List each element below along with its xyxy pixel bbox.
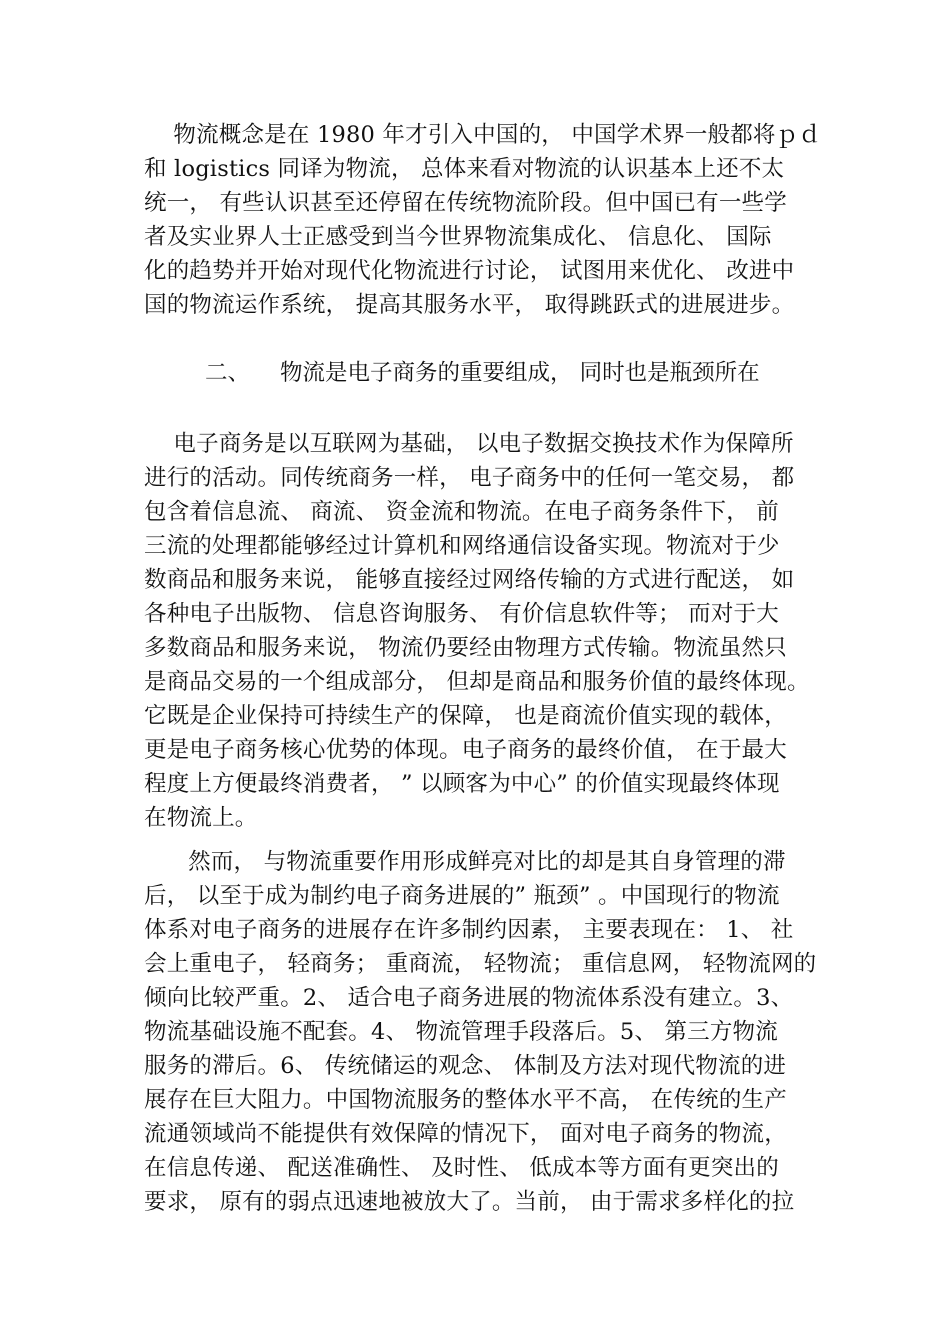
paragraph-2 — [144, 427, 808, 835]
text-line: 倾向比较严重。2、 适合电子商务进展的物流体系没有建立。3、 — [144, 985, 794, 1011]
text-line: 国的物流运作系统， 提高其服务水平， 取得跳跃式的进展进步。 — [144, 292, 795, 318]
text-line: 服务的滞后。6、 传统储运的观念、 体制及方法对现代物流的进 — [144, 1053, 787, 1079]
text-line: 后， 以至于成为制约电子商务进展的” 瓶颈” 。中国现行的物流 — [144, 883, 780, 909]
text-line: 更是电子商务核心优势的体现。电子商务的最终价值， 在于最大 — [144, 737, 787, 763]
text-line: 电子商务是以互联网为基础， 以电子数据交换技术作为保障所 — [144, 431, 794, 457]
text-line: 多数商品和服务来说， 物流仍要经由物理方式传输。物流虽然只 — [144, 635, 787, 661]
paragraph-3 — [144, 845, 817, 1219]
text-line: 各种电子出版物、 信息咨询服务、 有价信息软件等； 而对于大 — [144, 601, 779, 627]
text-line: 在物流上。 — [144, 805, 258, 831]
text-line: 包含着信息流、 商流、 资金流和物流。在电子商务条件下， 前 — [144, 499, 779, 525]
text-line: 者及实业界人士正感受到当今世界物流集成化、 信息化、 国际 — [144, 224, 772, 250]
text-line: 物流基础设施不配套。4、 物流管理手段落后。5、 第三方物流 — [144, 1019, 778, 1045]
text-line: 进行的活动。同传统商务一样， 电子商务中的任何一笔交易， 都 — [144, 465, 795, 491]
text-line: 然而， 与物流重要作用形成鲜亮对比的却是其自身管理的滞 — [144, 849, 786, 875]
text-line: 统一， 有些认识甚至还停留在传统物流阶段。但中国已有一些学 — [144, 190, 787, 216]
section-number: 二、 — [205, 360, 251, 386]
paragraph-1 — [144, 118, 822, 322]
text-line: 流通领域尚不能提供有效保障的情况下， 面对电子商务的物流， — [144, 1121, 787, 1147]
text-line: 程度上方便最终消费者， ” 以顾客为中心” 的价值实现最终体现 — [144, 771, 780, 797]
text-line: 要求， 原有的弱点迅速地被放大了。当前， 由于需求多样化的拉 — [144, 1189, 795, 1215]
text-line: 和 logistics 同译为物流， 总体来看对物流的认识基本上还不太 — [144, 156, 785, 182]
text-line: 化的趋势并开始对现代化物流进行讨论， 试图用来优化、 改进中 — [144, 258, 795, 284]
text-line: 体系对电子商务的进展存在许多制约因素， 主要表现在： 1、 社 — [144, 917, 794, 943]
section-title: 物流是电子商务的重要组成， 同时也是瓶颈所在 — [280, 360, 760, 386]
section-heading — [205, 356, 760, 390]
text-line: 在信息传递、 配送准确性、 及时性、 低成本等方面有更突出的 — [144, 1155, 779, 1181]
text-line: 它既是企业保持可持续生产的保障， 也是商流价值实现的载体， — [144, 703, 787, 729]
text-line: 数商品和服务来说， 能够直接经过网络传输的方式进行配送， 如 — [144, 567, 795, 593]
text-line: 是商品交易的一个组成部分， 但却是商品和服务价值的最终体现。 — [144, 669, 810, 695]
text-line: 会上重电子， 轻商务； 重商流， 轻物流； 重信息网， 轻物流网的 — [144, 951, 817, 977]
text-line: 物流概念是在 1980 年才引入中国的， 中国学术界一般都将ｐｄ — [144, 122, 822, 148]
text-line: 展存在巨大阻力。中国物流服务的整体水平不高， 在传统的生产 — [144, 1087, 787, 1113]
text-line: 三流的处理都能够经过计算机和网络通信设备实现。物流对于少 — [144, 533, 780, 559]
